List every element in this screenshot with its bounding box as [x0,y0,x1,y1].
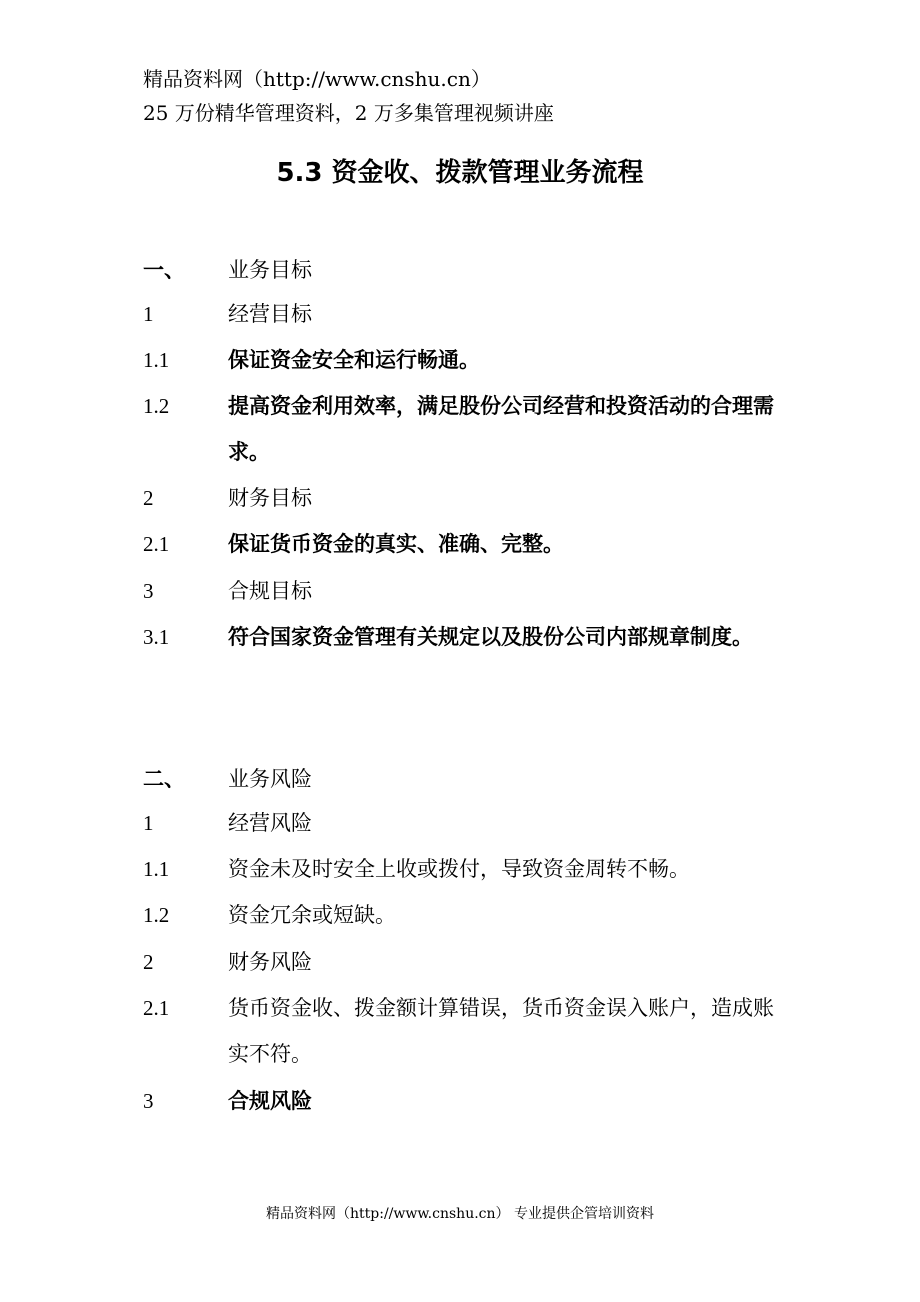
section-title: 业务目标 [228,258,312,282]
page-title: 5.3 资金收、拨款管理业务流程 [276,158,644,188]
item-number: 3.1 [143,625,170,649]
item-number: 1 [143,811,154,835]
header-site-line: 精品资料网（http://www.cnshu.cn） [143,67,491,91]
item-number: 1.2 [143,903,170,927]
item-text: 货币资金收、拨金额计算错误，货币资金误入账户，造成账实不符。 [228,996,774,1066]
item-number: 1.1 [143,348,170,372]
item-text: 财务目标 [228,486,312,510]
item-text: 财务风险 [228,950,312,974]
item-text: 保证资金安全和运行畅通。 [228,348,480,372]
item-text: 经营风险 [228,811,312,835]
item-text: 资金冗余或短缺。 [228,903,396,927]
item-text: 经营目标 [228,302,312,326]
item-number: 3 [143,579,154,603]
item-number: 2 [143,950,154,974]
item-number: 1.1 [143,857,170,881]
page-footer: 精品资料网（http://www.cnshu.cn） 专业提供企管培训资料 [266,1206,654,1222]
item-number: 3 [143,1089,154,1113]
item-text: 合规目标 [228,579,312,603]
item-number: 2 [143,486,154,510]
item-number: 2.1 [143,996,170,1020]
section-title: 业务风险 [228,767,312,791]
section-number: 二、 [143,767,185,791]
header-tagline: 25 万份精华管理资料，2 万多集管理视频讲座 [143,101,554,125]
item-number: 1.2 [143,394,170,418]
item-text: 保证货币资金的真实、准确、完整。 [228,532,564,556]
section-number: 一、 [143,258,185,282]
item-number: 2.1 [143,532,170,556]
item-number: 1 [143,302,154,326]
item-text: 合规风险 [228,1089,312,1113]
item-text: 符合国家资金管理有关规定以及股份公司内部规章制度。 [228,625,753,649]
item-text: 资金未及时安全上收或拨付，导致资金周转不畅。 [228,857,690,881]
item-text: 提高资金利用效率，满足股份公司经营和投资活动的合理需求。 [228,394,774,464]
